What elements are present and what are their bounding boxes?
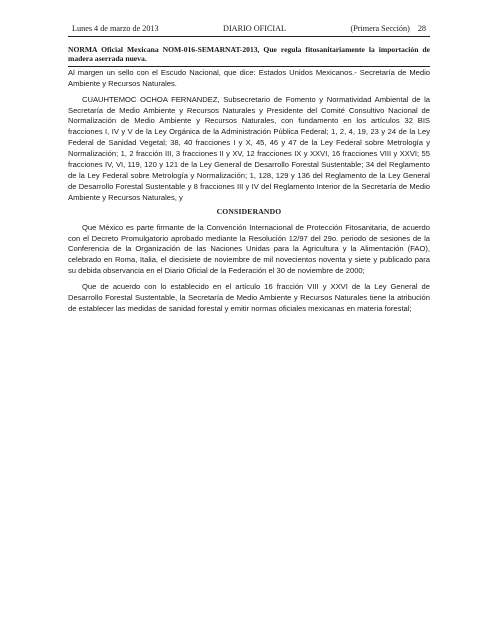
page-header — [68, 24, 430, 37]
header-publication: DIARIO OFICIAL — [223, 24, 287, 33]
seal-paragraph: Al margen un sello con el Escudo Nacional, que dice: Estados Unidos Mexicanos.- Secretaría de Medio Ambiente y Recursos Naturales. — [68, 67, 430, 88]
considerando-heading: CONSIDERANDO — [216, 206, 282, 216]
header-page-number: 28 — [417, 24, 426, 33]
header-section: (Primera Sección) — [350, 24, 410, 33]
considerando-paragraph-1: Que México es parte firmante de la Convención Internacional de Protección Fitosanitaria, de acuerdo con el Decreto Promulgatorio aprobado mediante la Resolución 12/97 del 29o. periodo de sesiones de la Conferencia de la Organización de las Naciones Unidas para la Agricultura y la Alimentación (FAO), celebrado en Roma, Italia, el diecisiete de noviembre de mil novecientos noventa y siete y publicado para su debida observancia en el Diario Oficial de la Federación el 30 de noviembre de 2000; — [68, 222, 430, 276]
header-right — [350, 24, 426, 34]
considerando-paragraph-2: Que de acuerdo con lo establecido en el artículo 16 fracción VIII y XXVI de la Ley General de Desarrollo Forestal Sustentable, la Secretaría de Medio Ambiente y Recursos Naturales tiene la atribución de establecer las medidas de sanidad forestal y emitir normas oficiales mexicanas en materia forestal; — [68, 282, 430, 313]
authority-paragraph: CUAUHTEMOC OCHOA FERNANDEZ, Subsecretario de Fomento y Normatividad Ambiental de la Secretaría de Medio Ambiente y Recursos Naturales y Presidente del Comité Consultivo Nacional de Normalización de Medio Ambiente y Recursos Naturales, con fundamento en los artículos 32 BIS fracciones I, IV y V de la Ley Orgánica de la Administración Pública Federal; 1, 2, 4, 19, 23 y 24 de la Ley Federal de Sanidad Vegetal; 38, 40 fracciones I y X, 45, 46 y 47 de la Ley Federal sobre Metrología y Normalización; 1, 2 fracción III, 3 fracciones II y XV, 12 fracciones IX y XXVI, 16 fracciones VIII y XXVI; 55 fracciones IV, VI, 119, 120 y 121 de la Ley General de Desarrollo Forestal Sustentable; 34 del Reglamento de la Ley Federal sobre Metrología y Normalización; 1, 128, 129 y 136 del Reglamento de la Ley General de Desarrollo Forestal Sustentable y 8 fracciones III y IV del Reglamento Interior de la Secretaría de Medio Ambiente y Recursos Naturales, y — [68, 94, 430, 202]
header-date: Lunes 4 de marzo de 2013 — [72, 24, 159, 33]
document-body — [68, 68, 430, 315]
document-title: NORMA Oficial Mexicana NOM-016-SEMARNAT-2013, Que regula fitosanitariamente la importación de madera aserrada nueva. — [68, 45, 430, 67]
document-page — [68, 24, 430, 315]
